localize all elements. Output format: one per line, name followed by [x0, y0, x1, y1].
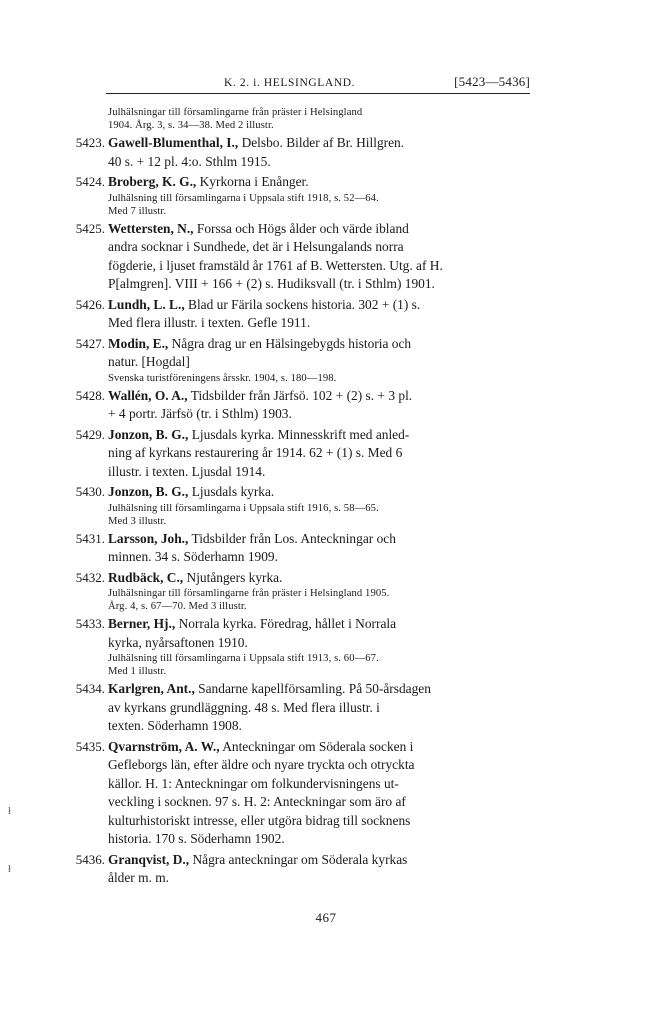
entry-source-note: Med 1 illustr. [108, 666, 167, 677]
entry-source-note: Med 7 illustr. [108, 205, 167, 217]
bibliography-entry [72, 296, 532, 333]
entry-number: 5434. [75, 681, 105, 696]
entry-title-text: Ljusdals kyrka. [191, 484, 275, 499]
entry-author: Modin, E., [108, 335, 169, 351]
entry-number: 5425. [75, 220, 105, 236]
entry-title-text: Kyrkorna i Enånger. [199, 174, 309, 189]
header-rule [106, 93, 530, 94]
entry-body [108, 335, 532, 385]
entry-author: Wallén, O. A., [108, 387, 188, 403]
entry-line [108, 387, 532, 406]
entry-author: Qvarnström, A. W., [108, 738, 220, 754]
bibliography-entry [72, 738, 532, 849]
entry-title-text: Forssa och Högs ålder och värde ibland [196, 220, 409, 236]
entry-number: 5426. [75, 296, 105, 312]
entry-author: Berner, Hj., [108, 616, 176, 631]
running-header [106, 74, 530, 90]
entry-body [108, 530, 532, 567]
entry-line: minnen. 34 s. Söderhamn 1909. [108, 549, 278, 564]
entry-source-note: Årg. 4, s. 67—70. Med 3 illustr. [108, 601, 247, 612]
entry-line: Gefleborgs län, efter äldre och nyare tryckta och otryckta [108, 757, 415, 772]
entry-line [108, 738, 532, 757]
entry-author: Gawell-Blumenthal, I., [108, 135, 239, 150]
entry-body [108, 738, 532, 849]
header-entry-range: [5423—5436] [454, 74, 530, 89]
entry-number: 5427. [75, 335, 105, 351]
entry-number: 5433. [75, 616, 105, 631]
entry-line: illustr. i texten. Ljusdal 1914. [108, 463, 266, 479]
entry-line: veckling i socknen. 97 s. H. 2: Anteckningar som äro af [108, 794, 406, 809]
entry-line [108, 426, 532, 445]
page-number: 467 [315, 910, 337, 925]
entry-line [108, 530, 532, 549]
entry-line: Med flera illustr. i texten. Gefle 1911. [108, 315, 311, 330]
entry-number: 5424. [75, 174, 105, 189]
entry-author: Granqvist, D., [108, 851, 190, 867]
entry-source-note: Svenska turistföreningens årsskr. 1904, s. 180—198. [108, 372, 337, 384]
bibliography-entry [72, 387, 532, 424]
entry-number: 5428. [75, 387, 105, 403]
bibliography-entries [72, 106, 532, 888]
entry-author: Wettersten, N., [108, 220, 194, 236]
entry-title-text: Några anteckningar om Söderala kyrkas [192, 851, 408, 867]
entry-title-text: Norrala kyrka. Föredrag, hållet i Norrala [178, 616, 397, 631]
entry-line: texten. Söderhamn 1908. [108, 718, 242, 733]
entry-title-text: Delsbo. Bilder af Br. Hillgren. [241, 135, 405, 150]
entry-title-text: Några drag ur en Hälsingebygds historia och [171, 335, 412, 351]
entry-line: 40 s. + 12 pl. 4:o. Sthlm 1915. [108, 153, 271, 169]
entry-title-text: Tidsbilder från Los. Anteckningar och [191, 530, 396, 546]
entry-body [108, 851, 532, 888]
entry-author: Lundh, L. L., [108, 296, 185, 312]
entry-title-text: Blad ur Färila sockens historia. 302 + (1) s. [188, 296, 421, 312]
entry-line [108, 851, 532, 870]
bibliography-entry [72, 569, 532, 614]
entry-line: källor. H. 1: Anteckningar om folkundervisningens ut- [108, 775, 399, 791]
entry-line: historia. 170 s. Söderhamn 1902. [108, 831, 285, 846]
entry-body [108, 569, 532, 614]
entry-title-text: Anteckningar om Söderala socken i [222, 738, 414, 754]
entry-author: Broberg, K. G., [108, 174, 197, 189]
bibliography-entry [72, 483, 532, 528]
entry-author: Jonzon, B. G., [108, 426, 189, 442]
entry-line [108, 220, 532, 239]
entry-source-note: Julhälsning till församlingarna i Uppsala stift 1916, s. 58—65. [108, 502, 379, 514]
entry-body [108, 387, 532, 424]
entry-author: Rudbäck, C., [108, 569, 184, 585]
entry-line [108, 134, 532, 153]
header-title: K. 2. i. HELSINGLAND. [224, 77, 356, 89]
bibliography-entry [72, 335, 532, 385]
bibliography-entry [72, 615, 532, 678]
entry-line: kyrka, nyårsaftonen 1910. [108, 634, 248, 650]
entry-body [108, 680, 532, 736]
entry-line: av kyrkans grundläggning. 48 s. Med flera illustr. i [108, 699, 380, 715]
entry-line [108, 335, 532, 354]
bibliography-entry [72, 680, 532, 736]
entry-line [108, 680, 532, 699]
entry-line: andra socknar i Sundhede, det är i Helsungalands norra [108, 239, 404, 254]
entry-author: Jonzon, B. G., [108, 484, 189, 499]
entry-line [108, 296, 532, 315]
entry-number: 5423. [75, 135, 105, 150]
entry-title-text: Ljusdals kyrka. Minnesskrift med anled- [191, 426, 410, 442]
entry-body [108, 220, 532, 294]
entry-body [108, 296, 532, 333]
margin-mark: ł [8, 864, 11, 875]
bibliography-entry [72, 134, 532, 171]
entry-source-note: Med 3 illustr. [108, 515, 167, 527]
entry-source-note: Julhälsning till församlingarna i Uppsala stift 1913, s. 60—67. [108, 653, 379, 664]
entry-title-text: Tidsbilder från Järfsö. 102 + (2) s. + 3 pl. [190, 387, 413, 403]
bibliography-entry [72, 426, 532, 482]
entry-title-text: Njutångers kyrka. [186, 569, 283, 585]
entry-source-note: Julhälsning till församlingarna i Uppsala stift 1918, s. 52—64. [108, 192, 379, 204]
entry-line: kulturhistoriskt intresse, eller utgöra bidrag till socknens [108, 812, 411, 828]
entry-line [108, 569, 532, 588]
entry-line [108, 615, 532, 634]
entry-number: 5430. [75, 484, 105, 499]
intro-line: Julhälsningar till församlingarne från präster i Helsingland [108, 107, 363, 118]
entry-line: fögderie, i ljuset framstäld år 1761 af B. Wettersten. Utg. af H. [108, 257, 443, 273]
entry-number: 5431. [75, 530, 105, 546]
entry-body [108, 426, 532, 482]
continuation-entry [72, 106, 532, 132]
margin-mark: ł [8, 806, 11, 817]
entry-number: 5429. [75, 426, 105, 442]
entry-number: 5435. [75, 738, 105, 754]
entry-line: P[almgren]. VIII + 166 + (2) s. Hudiksvall (tr. i Sthlm) 1901. [108, 276, 435, 291]
bibliography-entry [72, 530, 532, 567]
entry-line [108, 483, 532, 502]
entry-line: ning af kyrkans restaurering år 1914. 62 + (1) s. Med 6 [108, 445, 403, 460]
bibliography-entry [72, 220, 532, 294]
entry-body [108, 615, 532, 678]
bibliography-entry [72, 173, 532, 218]
entry-title-text: Sandarne kapellförsamling. På 50-årsdagen [198, 681, 431, 696]
entry-body [108, 173, 532, 218]
entry-line: ålder m. m. [108, 870, 169, 885]
entry-body [108, 483, 532, 528]
entry-line: natur. [Hogdal] [108, 354, 190, 369]
entry-number: 5432. [75, 569, 105, 585]
entry-author: Karlgren, Ant., [108, 681, 195, 696]
entry-list [72, 134, 532, 888]
intro-line: 1904. Årg. 3, s. 34—38. Med 2 illustr. [108, 120, 274, 131]
entry-number: 5436. [75, 851, 105, 867]
entry-body [108, 134, 532, 171]
entry-line: + 4 portr. Järfsö (tr. i Sthlm) 1903. [108, 406, 292, 421]
bibliography-entry [72, 851, 532, 888]
entry-author: Larsson, Joh., [108, 530, 189, 546]
entry-source-note: Julhälsningar till församlingarne från präster i Helsingland 1905. [108, 588, 390, 599]
entry-line [108, 173, 532, 192]
